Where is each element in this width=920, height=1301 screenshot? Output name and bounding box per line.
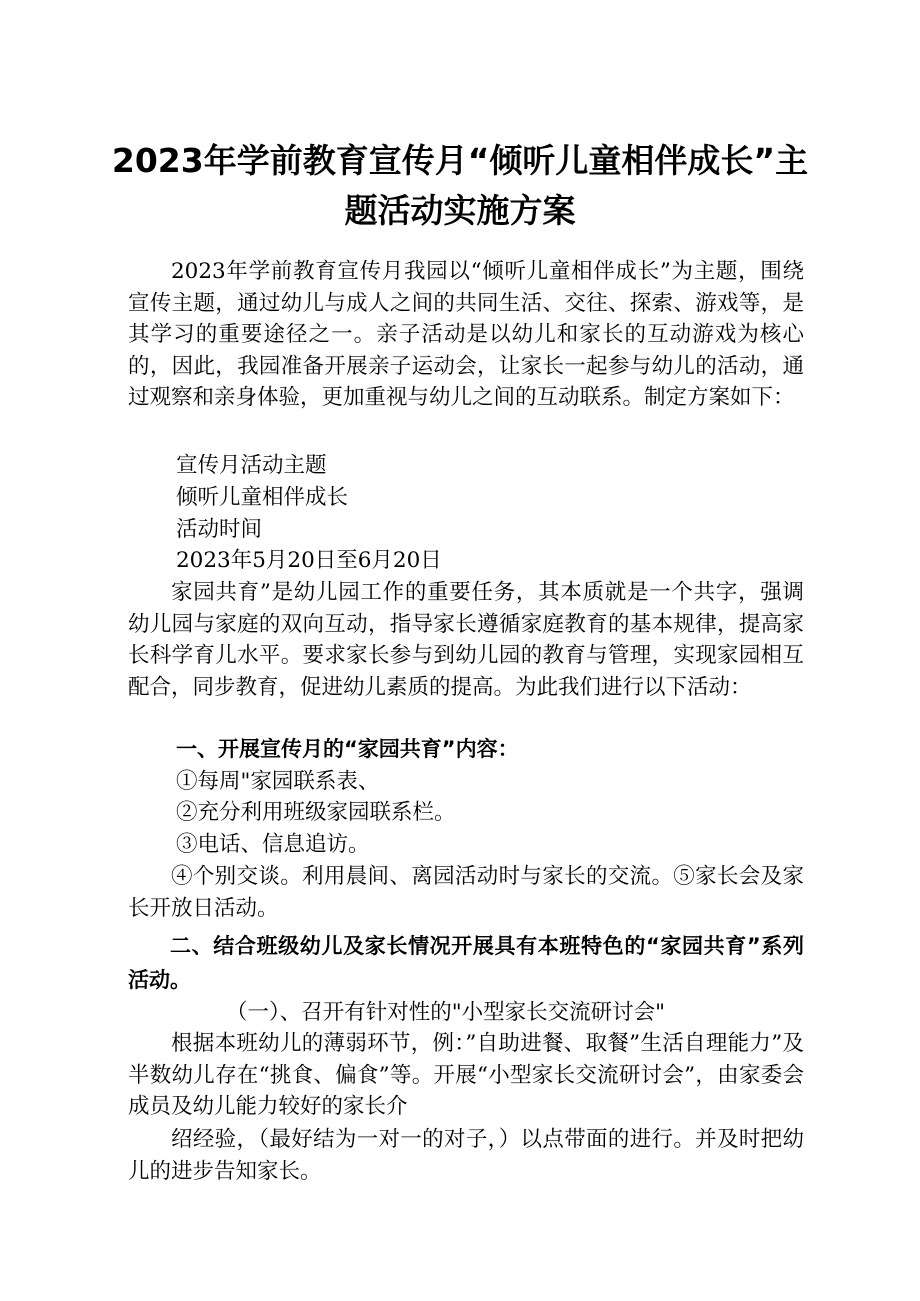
document-title: 2023年学前教育宣传月“倾听儿童相伴成长”主题活动实施方案 [111, 141, 809, 230]
sub1-paragraph: 根据本班幼儿的薄弱环节，例：”自助进餐、取餐”生活自理能力”及半数幼儿存在“挑食、偏食”等。开展“小型家长交流研讨会”，由家委会成员及幼儿能力较好的家长介 [128, 1031, 804, 1119]
theme-text: 倾听儿童相伴成长 [176, 485, 349, 510]
sub1-heading: （一）、召开有针对性的"小型家长交流研讨会" [226, 1000, 666, 1025]
time-text: 2023年5月20日至6月20日 [176, 548, 442, 573]
family-paragraph: 家园共育”是幼儿园工作的重要任务，其本质就是一个共字，强调幼儿园与家庭的双向互动，指导家长遵循家庭教育的基本规律，提高家长科学育儿水平。要求家长参与到幼儿园的教育与管理，实现家园相互配合，同步教育，促进幼儿素质的提高。为此我们进行以下活动： [128, 580, 804, 700]
time-heading: 活动时间 [176, 517, 263, 542]
list-item: ①每周"家园联系表、 [176, 769, 380, 794]
sub1-paragraph-continued: 绍经验，（最好结为一对一的对子，）以点带面的进行。并及时把幼儿的进步告知家长。 [128, 1127, 804, 1184]
intro-paragraph: 2023年学前教育宣传月我园以“倾听儿童相伴成长”为主题，围绕宣传主题，通过幼儿与成人之间的共同生活、交往、探索、游戏等，是其学习的重要途径之一。亲子活动是以幼儿和家长的互动游戏为核心的，因此，我园准备开展亲子运动会，让家长一起参与幼儿的活动，通过观察和亲身体验，更加重视与幼儿之间的互动联系。制定方案如下： [128, 259, 804, 410]
section1-heading: 一、开展宣传月的“家园共育”内容： [176, 737, 519, 761]
list-item: ④个别交谈。利用晨间、离园活动时与家长的交流。⑤家长会及家长开放日活动。 [128, 864, 804, 921]
section2-heading: 二、结合班级幼儿及家长情况开展具有本班特色的“家园共育”系列活动。 [128, 934, 804, 992]
list-item: ②充分利用班级家园联系栏。 [176, 800, 456, 825]
theme-heading: 宣传月活动主题 [176, 453, 327, 478]
list-item: ③电话、信息追访。 [176, 832, 370, 857]
